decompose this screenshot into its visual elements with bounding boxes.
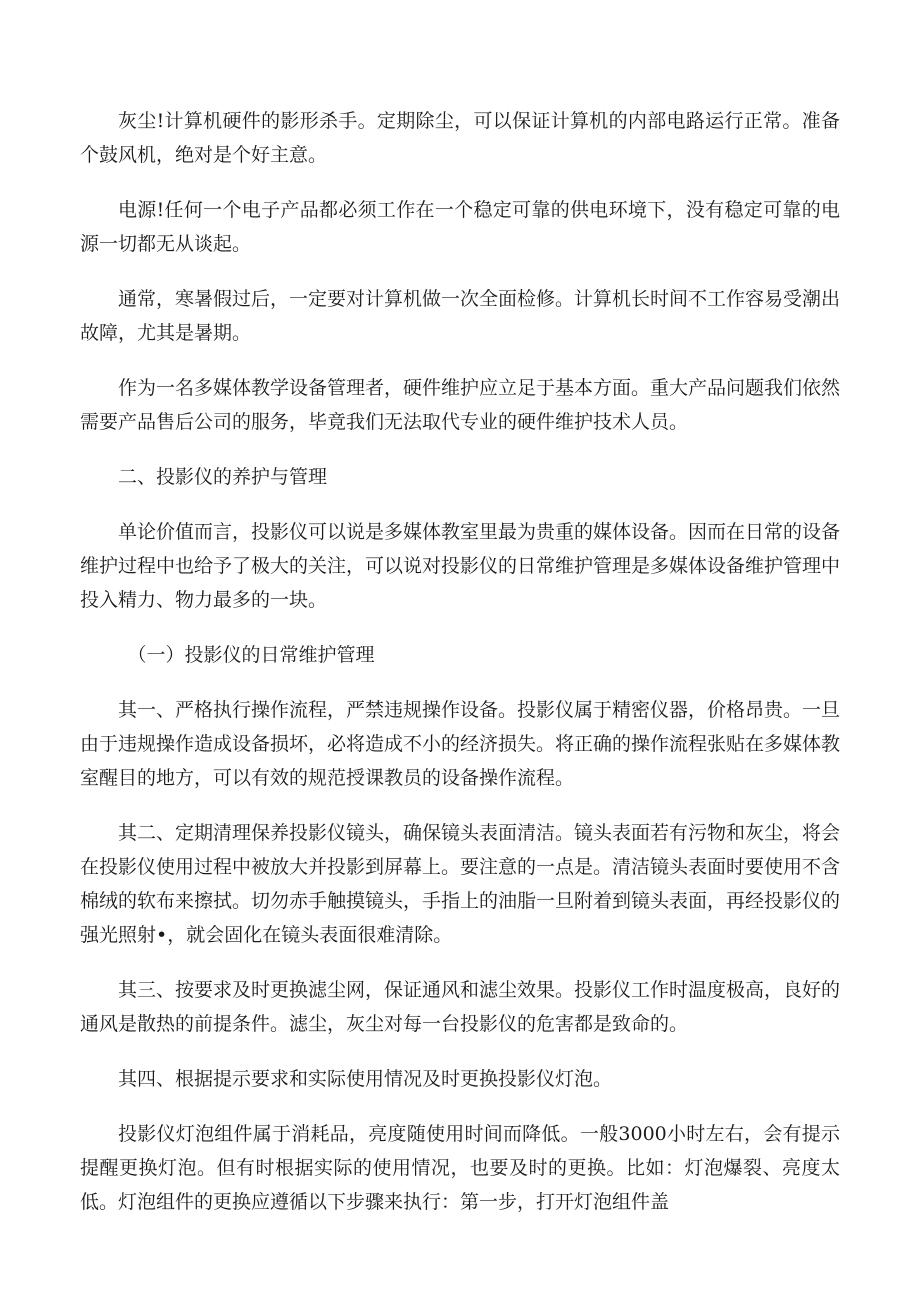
paragraph-rule-one: 其一、严格执行操作流程，严禁违规操作设备。投影仪属于精密仪器，价格昂贵。一旦由于违规操作造成设备损坏，必将造成不小的经济损失。将正确的操作流程张贴在多媒体教室醒目的地方，可以有效的规范授课教员的设备操作流程。	[80, 699, 841, 789]
paragraph-bulb: 投影仪灯泡组件属于消耗品，亮度随使用时间而降低。一般3000小时左右，会有提示提醒更换灯泡。但有时根据实际的使用情况，也要及时的更换。比如：灯泡爆裂、亮度太低。灯泡组件的更换应遵循以下步骤来执行：第一步，打开灯泡组件盖	[80, 1123, 840, 1213]
paragraph-rule-three: 其三、按要求及时更换滤尘网，保证通风和滤尘效果。投影仪工作时温度极高，良好的通风是散热的前提条件。滤尘，灰尘对每一台投影仪的危害都是致命的。	[80, 979, 841, 1035]
paragraph-manager: 作为一名多媒体教学设备管理者，硬件维护应立足于基本方面。重大产品问题我们依然需要产品售后公司的服务，毕竟我们无法取代专业的硬件维护技术人员。	[80, 377, 841, 433]
paragraph-holiday-check: 通常，寒暑假过后，一定要对计算机做一次全面检修。计算机长时间不工作容易受潮出故障，尤其是暑期。	[80, 288, 841, 344]
paragraph-projector-value: 单论价值而言，投影仪可以说是多媒体教室里最为贵重的媒体设备。因而在日常的设备维护过程中也给予了极大的关注，可以说对投影仪的日常维护管理是多媒体设备维护管理中投入精力、物力最多的一块。	[80, 521, 841, 611]
section-heading-projector: 二、投影仪的养护与管理	[118, 466, 328, 488]
subsection-heading-daily: （一）投影仪的日常维护管理	[127, 644, 375, 666]
paragraph-rule-two: 其二、定期清理保养投影仪镜头，确保镜头表面清洁。镜头表面若有污物和灰尘，将会在投影仪使用过程中被放大并投影到屏幕上。要注意的一点是。清洁镜头表面时要使用不含棉绒的软布来擦拭。切勿赤手触摸镜头，手指上的油脂一旦附着到镜头表面，再经投影仪的强光照射•，就会固化在镜头表面很难清除。	[80, 822, 841, 946]
paragraph-dust: 灰尘!计算机硬件的影形杀手。定期除尘，可以保证计算机的内部电路运行正常。准备个鼓风机，绝对是个好主意。	[80, 110, 840, 166]
paragraph-power: 电源!任何一个电子产品都必须工作在一个稳定可靠的供电环境下，没有稳定可靠的电源一切都无从谈起。	[80, 199, 840, 255]
document-body	[80, 104, 840, 1240]
paragraph-rule-four: 其四、根据提示要求和实际使用情况及时更换投影仪灯泡。	[118, 1068, 613, 1090]
